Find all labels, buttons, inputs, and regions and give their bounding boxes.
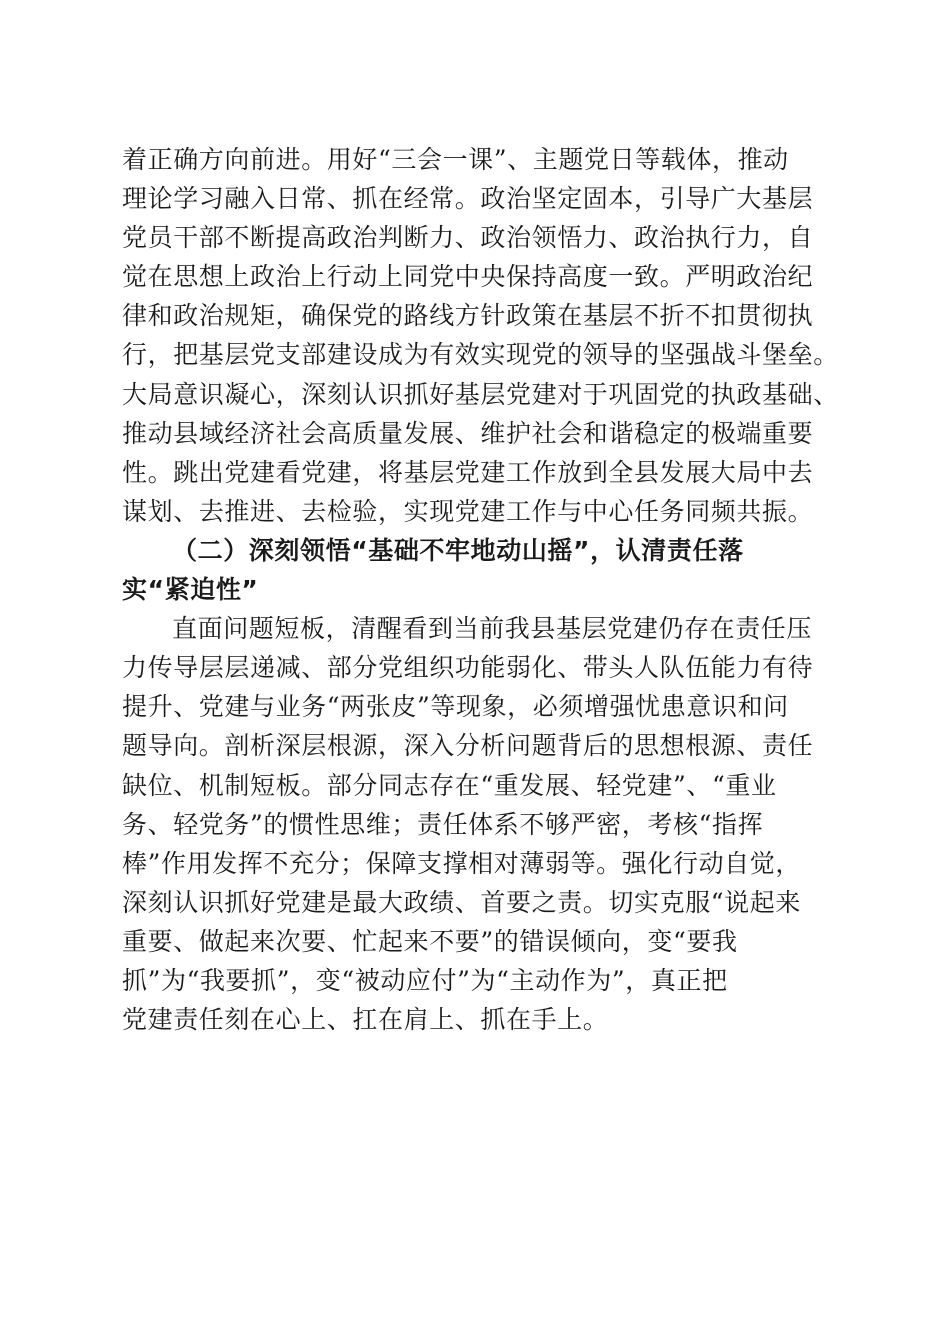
text-line: 律和政治规矩，确保党的路线方针政策在基层不折不扣贯彻执 bbox=[122, 301, 814, 331]
heading-line: 实“紧迫性” bbox=[122, 575, 259, 605]
text-line: 深刻认识抓好党建是最大政绩、首要之责。切实克服“说起来 bbox=[122, 887, 801, 917]
text-line: 重要、做起来次要、忙起来不要”的错误倾向，变“要我 bbox=[122, 926, 738, 956]
paragraph-2 bbox=[122, 609, 842, 1039]
heading-line: （二）深刻领悟“基础不牢地动山摇”，认清责任落 bbox=[172, 535, 744, 565]
section-heading bbox=[122, 531, 842, 609]
text-line: 缺位、机制短板。部分同志存在“重发展、轻党建”、“重业 bbox=[122, 770, 777, 800]
text-line: 直面问题短板，清醒看到当前我县基层党建仍存在责任压 bbox=[172, 614, 813, 644]
text-line: 性。跳出党建看党建，将基层党建工作放到全县发展大局中去 bbox=[122, 457, 814, 487]
text-line: 谋划、去推进、去检验，实现党建工作与中心任务同频共振。 bbox=[122, 496, 814, 526]
text-line: 大局意识凝心，深刻认识抓好基层党建对于巩固党的执政基础、 bbox=[122, 379, 839, 409]
text-line: 觉在思想上政治上行动上同党中央保持高度一致。严明政治纪 bbox=[122, 262, 814, 292]
text-line: 力传导层层递减、部分党组织功能弱化、带头人队伍能力有待 bbox=[122, 653, 814, 683]
text-line: 务、轻党务”的惯性思维；责任体系不够严密，考核“指挥 bbox=[122, 809, 764, 839]
text-line: 理论学习融入日常、抓在经常。政治坚定固本，引导广大基层 bbox=[122, 184, 814, 214]
document-body bbox=[122, 140, 842, 1039]
text-line: 抓”为“我要抓”，变“被动应付”为“主动作为”，真正把 bbox=[122, 965, 728, 995]
text-line: 题导向。剖析深层根源，深入分析问题背后的思想根源、责任 bbox=[122, 731, 814, 761]
text-line: 党员干部不断提高政治判断力、政治领悟力、政治执行力，自 bbox=[122, 223, 814, 253]
text-line: 着正确方向前进。用好“三会一课”、主题党日等载体，推动 bbox=[122, 145, 789, 174]
text-line: 行，把基层党支部建设成为有效实现党的领导的坚强战斗堡垒。 bbox=[122, 340, 839, 370]
text-line: 提升、党建与业务“两张皮”等现象，必须增强忧患意识和问 bbox=[122, 692, 789, 722]
text-line: 棒”作用发挥不充分；保障支撑相对薄弱等。强化行动自觉， bbox=[122, 848, 801, 878]
text-line: 推动县域经济社会高质量发展、维护社会和谐稳定的极端重要 bbox=[122, 418, 814, 448]
paragraph-1 bbox=[122, 140, 842, 531]
text-line: 党建责任刻在心上、扛在肩上、抓在手上。 bbox=[122, 1005, 609, 1035]
